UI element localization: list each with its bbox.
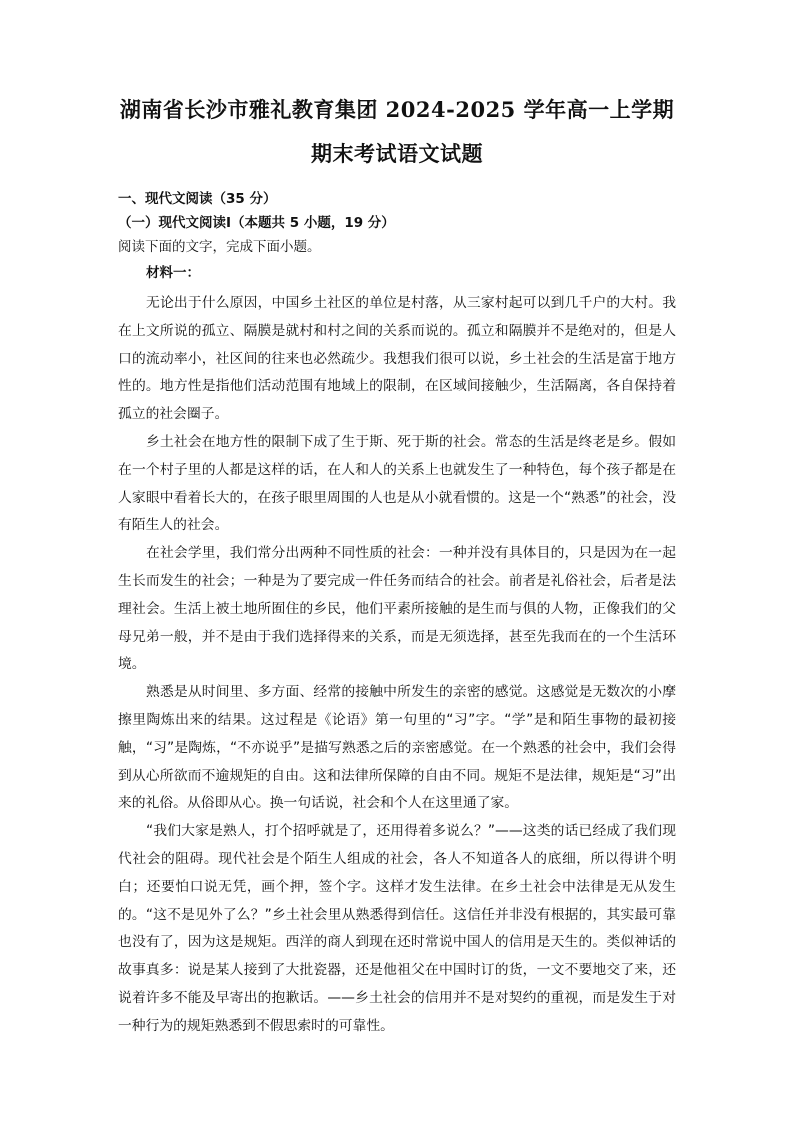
paragraph-4: 熟悉是从时间里、多方面、经常的接触中所发生的亲密的感觉。这感觉是无数次的小摩擦里陶炼出来的结果。这过程是《论语》第一句里的“习”字。“学”是和陌生事物的最初接触，“习”是陶炼，“不亦说乎”是描写熟悉之后的亲密感觉。在一个熟悉的社会中，我们会得到从心所欲而不逾规矩的自由。这和法律所保障的自由不同。规矩不是法律，规矩是“习”出来的礼俗。从俗即从心。换一句话说，社会和个人在这里通了家。 [118, 684, 676, 812]
reading-instruction: 阅读下面的文字，完成下面小题。 [118, 239, 321, 255]
paragraph-3: 在社会学里，我们常分出两种不同性质的社会：一种并没有具体目的，只是因为在一起生长而发生的社会；一种是为了要完成一件任务而结合的社会。前者是礼俗社会，后者是法理社会。生活上被土地所囿住的乡民，他们平素所接触的是生而与俱的人物，正像我们的父母兄弟一般，并不是由于我们选择得来的关系，而是无须选择，甚至先我而在的一个生活环境。 [118, 545, 676, 673]
document-title-line1: 湖南省长沙市雅礼教育集团 2024-2025 学年高一上学期 [119, 97, 675, 122]
paragraph-1: 无论出于什么原因，中国乡土社区的单位是村落，从三家村起可以到几千户的大村。我在上文所说的孤立、隔膜是就村和村之间的关系而说的。孤立和隔膜并不是绝对的，但是人口的流动率小，社区间的往来也必然疏少。我想我们很可以说，乡土社会的生活是富于地方性的。地方性是指他们活动范围有地域上的限制，在区域间接触少，生活隔离，各自保持着孤立的社会圈子。 [118, 295, 676, 423]
document-title-line2: 期末考试语文试题 [311, 141, 483, 166]
paragraph-2: 乡土社会在地方性的限制下成了生于斯、死于斯的社会。常态的生活是终老是乡。假如在一个村子里的人都是这样的话，在人和人的关系上也就发生了一种特色，每个孩子都是在人家眼中看着长大的，在孩子眼里周围的人也是从小就看惯的。这是一个“熟悉”的社会，没有陌生人的社会。 [118, 433, 676, 534]
material-label: 材料一： [146, 265, 200, 281]
subsection-heading-reading-1: （一）现代文阅读Ⅰ（本题共 5 小题，19 分） [118, 215, 395, 231]
paragraph-5: “我们大家是熟人，打个招呼就是了，还用得着多说么？”——这类的话已经成了我们现代社会的阻碍。现代社会是个陌生人组成的社会，各人不知道各人的底细，所以得讲个明白；还要怕口说无凭，画个押，签个字。这样才发生法律。在乡土社会中法律是无从发生的。“这不是见外了么？”乡土社会里从熟悉得到信任。这信任并非没有根据的，其实最可靠也没有了，因为这是规矩。西洋的商人到现在还时常说中国人的信用是天生的。类似神话的故事真多：说是某人接到了大批瓷器，还是他祖父在中国时订的货，一文不要地交了来，还说着许多不能及早寄出的抱歉话。——乡土社会的信用并不是对契约的重视，而是发生于对一种行为的规矩熟悉到不假思索时的可靠性。 [118, 823, 676, 1034]
section-heading-modern-reading: 一、现代文阅读（35 分） [118, 191, 277, 207]
